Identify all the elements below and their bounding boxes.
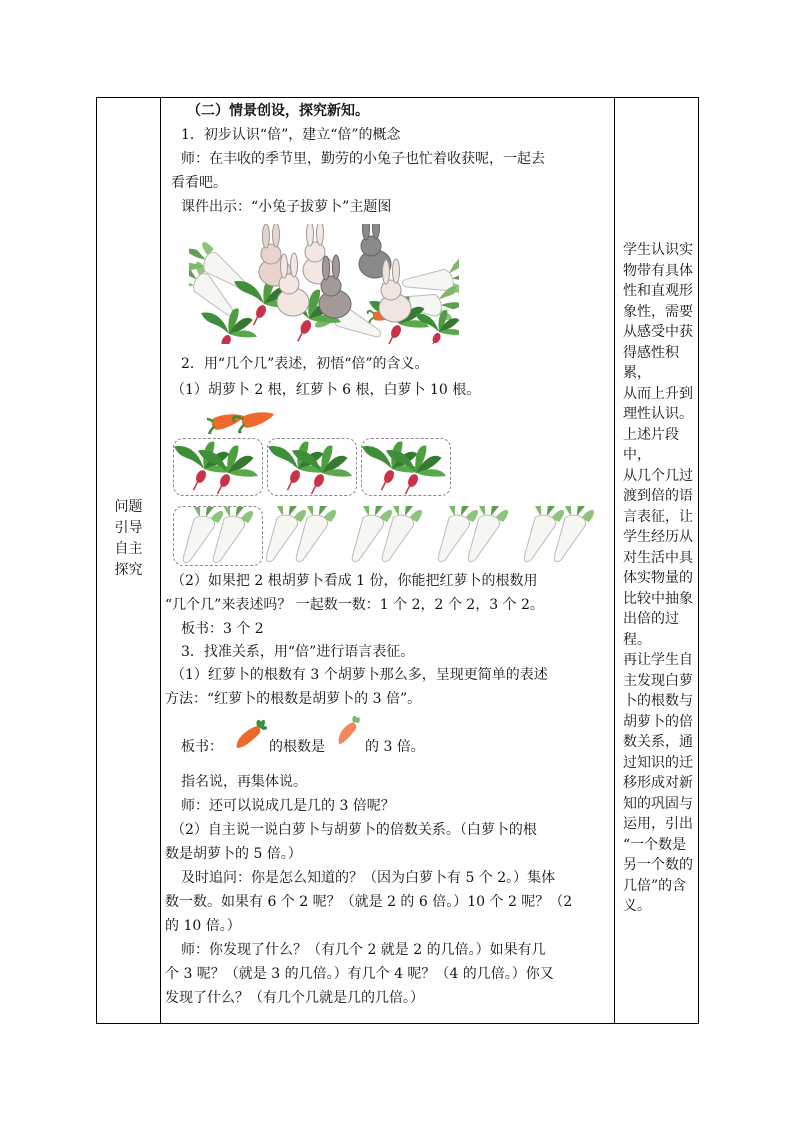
text-line: 课件出示：“小兔子拔萝卜”主题图 bbox=[181, 199, 392, 215]
two-carrots-picture bbox=[207, 406, 287, 434]
text-line: 个 3 呢？（就是 3 的几倍。）有几个 4 呢？（4 的几倍。）你又 bbox=[165, 966, 554, 982]
text-line: 师：你发现了什么？（有几个 2 就是 2 的几倍。）如果有几 bbox=[181, 942, 546, 958]
rabbits-pulling-radish-illustration bbox=[189, 224, 459, 344]
text-line: 3．找准关系，用“倍”进行语言表征。 bbox=[181, 644, 415, 660]
design-intent-note: 学生认识实 物带有具体 性和直观形 象性，需要 从感受中获 得感性积累， 从而上升到 理性认识。 上述片段中， 从几个几过 渡到倍的语 言表征，让 学生经历从 对生活中具 体实物量的 比较中抽象 出倍的过程。 再让学生自 主发现白萝 卜的根数与 胡萝卜的倍 数关系，通 过知识的迁 移形成对新 知的巩固与 运用，引出 “一个数是 另一个数的 几倍”的含 义。 bbox=[623, 242, 693, 914]
carrot-icon bbox=[231, 718, 271, 752]
text-line: （2）如果把 2 根胡萝卜看成 1 份，你能把红萝卜的根数用 bbox=[171, 573, 538, 589]
text-line: 数一数。如果有 6 个 2 呢？（就是 2 的 6 倍。）10 个 2 呢？（2 bbox=[165, 894, 573, 910]
section-label-cell bbox=[97, 98, 160, 1023]
section-label: 问题 引导 自主 探究 bbox=[114, 499, 143, 578]
carrot-icon bbox=[333, 714, 363, 748]
text-line: 2．用“几个几”表述，初悟“倍”的含义。 bbox=[181, 356, 429, 372]
text-line: 师：还可以说成几是几的 3 倍呢？ bbox=[181, 798, 395, 814]
lesson-content-cell bbox=[161, 98, 614, 1023]
section-heading: （二）情景创设，探究新知。 bbox=[187, 103, 369, 119]
text-line: 方法：“红萝卜的根数是胡萝卜的 3 倍”。 bbox=[165, 691, 422, 707]
text-line: （2）自主说一说白萝卜与胡萝卜的倍数关系。（白萝卜的根 bbox=[171, 822, 537, 838]
text-line: 发现了什么？（有几个几就是几的几倍。） bbox=[165, 990, 424, 1006]
red-radish-group bbox=[361, 438, 451, 496]
text-line: “几个几”来表述吗？ 一起数一数：1 个 2，2 个 2，3 个 2。 bbox=[165, 597, 544, 613]
text-line: 板书：3 个 2 bbox=[181, 621, 264, 637]
text-line: 1．初步认识“倍”，建立“倍”的概念 bbox=[181, 127, 401, 143]
board-note-middle: 的根数是 bbox=[269, 739, 325, 755]
board-note-prefix: 板书： bbox=[181, 739, 223, 755]
text-line: 数是胡萝卜的 5 倍。） bbox=[165, 846, 302, 862]
white-radish-group-boxed bbox=[173, 506, 263, 566]
text-line: （1）胡萝卜 2 根，红萝卜 6 根，白萝卜 10 根。 bbox=[171, 382, 481, 398]
red-radish-group bbox=[267, 438, 357, 496]
text-line: 师：在丰收的季节里，勤劳的小兔子也忙着收获呢，一起去 bbox=[181, 151, 545, 167]
text-line: 及时追问：你是怎么知道的？（因为白萝卜有 5 个 2。）集体 bbox=[181, 870, 556, 886]
text-line: （1）红萝卜的根数有 3 个胡萝卜那么多，呈现更简单的表述 bbox=[171, 667, 548, 683]
board-note-suffix: 的 3 倍。 bbox=[365, 739, 425, 755]
white-radish-groups bbox=[265, 506, 605, 566]
text-line: 的 10 倍。） bbox=[165, 918, 241, 934]
red-radish-group bbox=[173, 438, 263, 496]
text-line: 指名说，再集体说。 bbox=[181, 774, 307, 790]
text-line: 看看吧。 bbox=[171, 175, 227, 191]
lesson-table bbox=[96, 97, 699, 1024]
